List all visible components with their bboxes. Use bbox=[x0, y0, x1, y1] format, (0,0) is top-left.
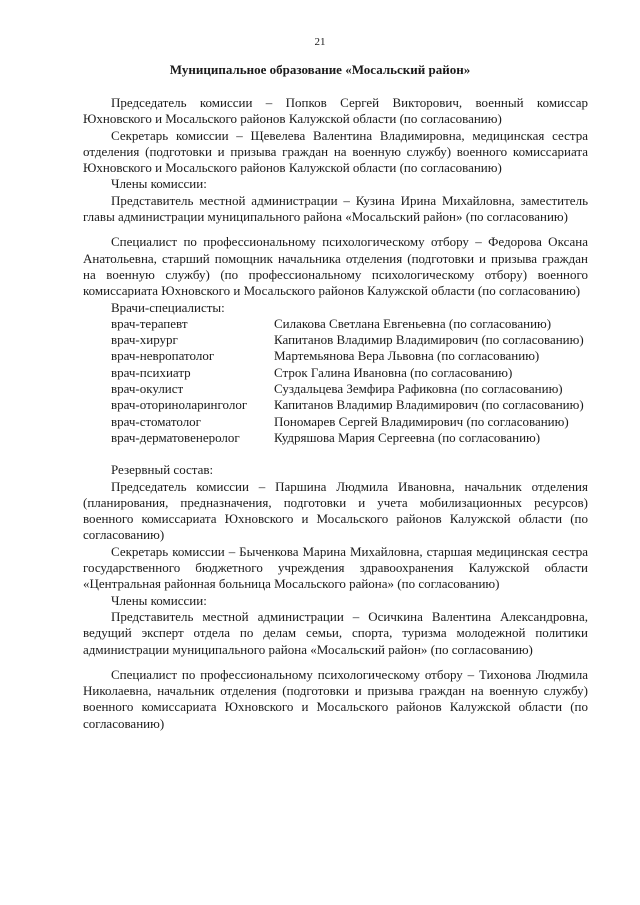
doctor-row bbox=[111, 332, 588, 348]
doctor-name: Кудряшова Мария Сергеевна (по согласованию) bbox=[274, 429, 541, 445]
doctor-role: врач-дерматовенеролог bbox=[111, 429, 240, 445]
doctor-role: врач-оториноларинголог bbox=[111, 397, 248, 413]
doctor-row bbox=[111, 430, 588, 446]
doctor-row bbox=[111, 397, 588, 413]
doctors-list bbox=[111, 316, 588, 446]
doctor-role: врач-терапевт bbox=[111, 315, 188, 331]
doctor-role: врач-хирург bbox=[111, 332, 178, 348]
page-number: 21 bbox=[314, 36, 326, 48]
doctors-heading: Врачи-специалисты: bbox=[111, 299, 225, 315]
doctor-name: Суздальцева Земфира Рафиковна (по согласованию) bbox=[274, 381, 563, 397]
doctor-role: врач-психиатр bbox=[111, 364, 191, 380]
admin-representative-paragraph: Представитель местной администрации – Кузина Ирина Михайловна, заместитель главы администрации муниципального района «Мосальский район» (по согласованию) bbox=[83, 192, 588, 225]
doctor-role: врач-стоматолог bbox=[111, 413, 202, 429]
doctor-name: Силакова Светлана Евгеньевна (по согласованию) bbox=[274, 315, 552, 331]
doctor-name: Строк Галина Ивановна (по согласованию) bbox=[274, 364, 513, 380]
reserve-heading: Резервный состав: bbox=[111, 462, 214, 478]
reserve-members-heading: Члены комиссии: bbox=[111, 592, 207, 608]
section-title: Муниципальное образование «Мосальский район» bbox=[169, 62, 471, 77]
reserve-admin-representative-paragraph: Представитель местной администрации – Осичкина Валентина Александровна, ведущий эксперт отдела по делам семьи, спорта, туризма молодежной политики администрации муниципального района «Мосальский район» (по согласованию) bbox=[83, 608, 588, 657]
doctor-row bbox=[111, 381, 588, 397]
doctor-row bbox=[111, 316, 588, 332]
doctor-row bbox=[111, 365, 588, 381]
doctor-name: Пономарев Сергей Владимирович (по согласованию) bbox=[274, 413, 569, 429]
document-body bbox=[83, 95, 588, 732]
doctor-name: Мартемьянова Вера Львовна (по согласованию) bbox=[274, 348, 540, 364]
doctor-role: врач-невропатолог bbox=[111, 348, 215, 364]
reserve-secretary-paragraph: Секретарь комиссии – Быченкова Марина Михайловна, старшая медицинская сестра государственного бюджетного учреждения здравоохранения Калужской области «Центральная районная больница Мосальского района» (по согласованию) bbox=[83, 543, 588, 592]
doctor-row bbox=[111, 414, 588, 430]
members-heading: Члены комиссии: bbox=[111, 176, 207, 192]
doctor-role: врач-окулист bbox=[111, 381, 184, 397]
reserve-chairman-paragraph: Председатель комиссии – Паршина Людмила Ивановна, начальник отделения (планирования, предназначения, подготовки и учета мобилизационных ресурсов) военного комиссариата Юхновского и Мосальского районов Калужской области (по согласованию) bbox=[83, 478, 588, 543]
doctor-name: Капитанов Владимир Владимирович (по согласованию) bbox=[274, 397, 584, 413]
doctor-row bbox=[111, 348, 588, 364]
chairman-paragraph: Председатель комиссии – Попков Сергей Викторович, военный комиссар Юхновского и Мосальского районов Калужской области (по согласованию) bbox=[83, 95, 588, 127]
secretary-paragraph: Секретарь комиссии – Щевелева Валентина Владимировна, медицинская сестра отделения (подготовки и призыва граждан на военную службу) военного комиссариата Юхновского и Мосальского районов Калужской области (по согласованию) bbox=[83, 127, 588, 176]
reserve-psych-specialist-paragraph: Специалист по профессиональному психологическому отбору – Тихонова Людмила Николаевна, начальник отделения (подготовки и призыва граждан на военную службу) военного комиссариата Юхновского и Мосальского районов Калужской области (по согласованию) bbox=[83, 666, 588, 731]
psych-specialist-paragraph: Специалист по профессиональному психологическому отбору – Федорова Оксана Анатольевна, старший помощник начальника отделения (подготовки и призыва граждан на военную службу) (по профессиональному психологическому отбору) военного комиссариата Юхновского и Мосальского районов Калужской области (по согласованию) bbox=[83, 234, 588, 299]
doctor-name: Капитанов Владимир Владимирович (по согласованию) bbox=[274, 332, 584, 348]
